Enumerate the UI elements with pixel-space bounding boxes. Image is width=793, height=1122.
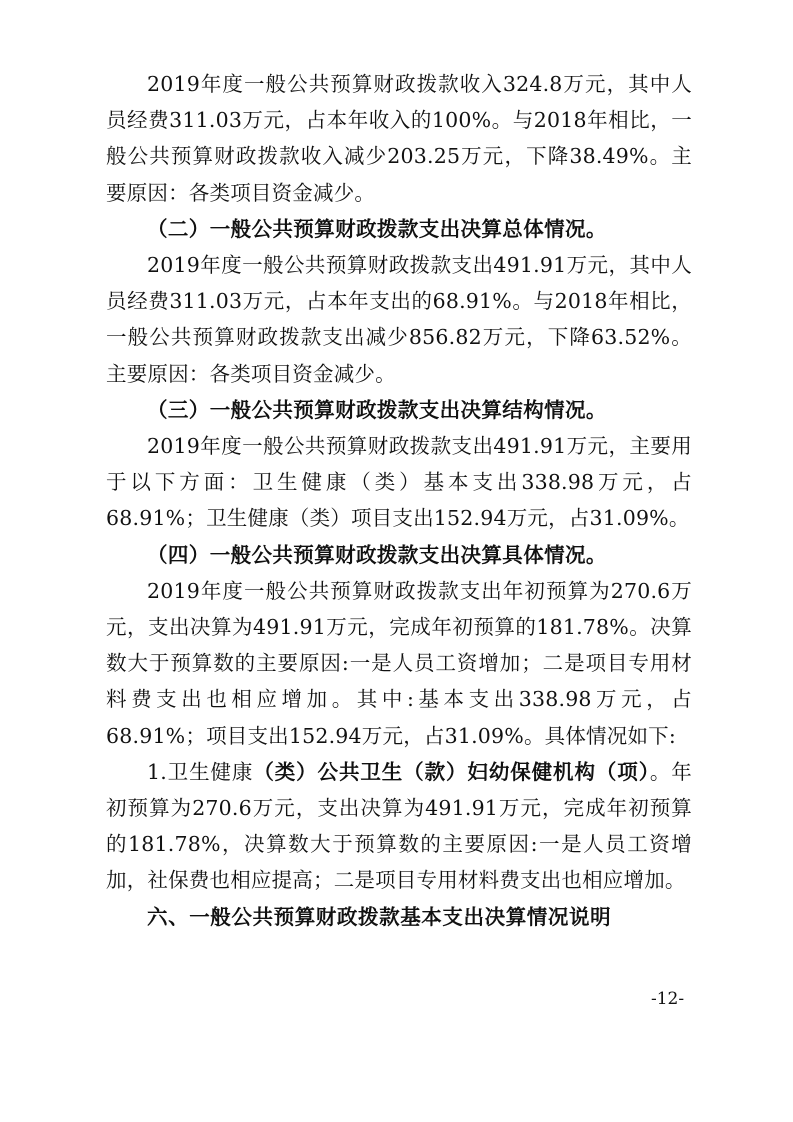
paragraph-expenditure-details: 2019年度一般公共预算财政拨款支出年初预算为270.6万元，支出决算为491.91万元，完成年初预算的181.78%。决算数大于预算数的主要原因:一是人员工资增加；二是项目专用材料费支出也相应增加。其中:基本支出338.98万元，占68.91%；项目支出152.94万元，占31.09%。具体情况如下: [106,578,692,748]
page-number: -12- [651,989,685,1009]
item-description: 。年初预算为270.6万元，支出决算为491.91万元，完成年初预算的181.78%，决算数大于预算数的主要原因:一是人员工资增加，社保费也相应提高；二是项目专用材料费支出也相应增加。 [106,759,692,893]
document-page [106,66,692,935]
item-category-bold: （类）公共卫生（款）妇幼保健机构（项） [253,759,650,784]
heading-expenditure-structure: （三）一般公共预算财政拨款支出决算结构情况。 [147,397,607,422]
paragraph-expenditure-structure: 2019年度一般公共预算财政拨款支出491.91万元，主要用于以下方面：卫生健康（类）基本支出338.98万元，占68.91%；卫生健康（类）项目支出152.94万元，占31.09%。 [106,434,692,531]
paragraph-expenditure-overall: 2019年度一般公共预算财政拨款支出491.91万元，其中人员经费311.03万元，占本年支出的68.91%。与2018年相比，一般公共预算财政拨款支出减少856.82万元，下降63.52%。主要原因：各类项目资金减少。 [106,253,692,386]
paragraph-revenue-summary: 2019年度一般公共预算财政拨款收入324.8万元，其中人员经费311.03万元，占本年收入的100%。与2018年相比，一般公共预算财政拨款收入减少203.25万元，下降38.49%。主要原因：各类项目资金减少。 [106,72,692,205]
item-prefix: 1.卫生健康 [147,759,254,784]
heading-expenditure-overall: （二）一般公共预算财政拨款支出决算总体情况。 [147,216,607,241]
heading-expenditure-details: （四）一般公共预算财政拨款支出决算具体情况。 [147,542,607,567]
paragraph-maternal-child-health [106,754,692,899]
section-six-title: 六、一般公共预算财政拨款基本支出决算情况说明 [147,904,612,929]
